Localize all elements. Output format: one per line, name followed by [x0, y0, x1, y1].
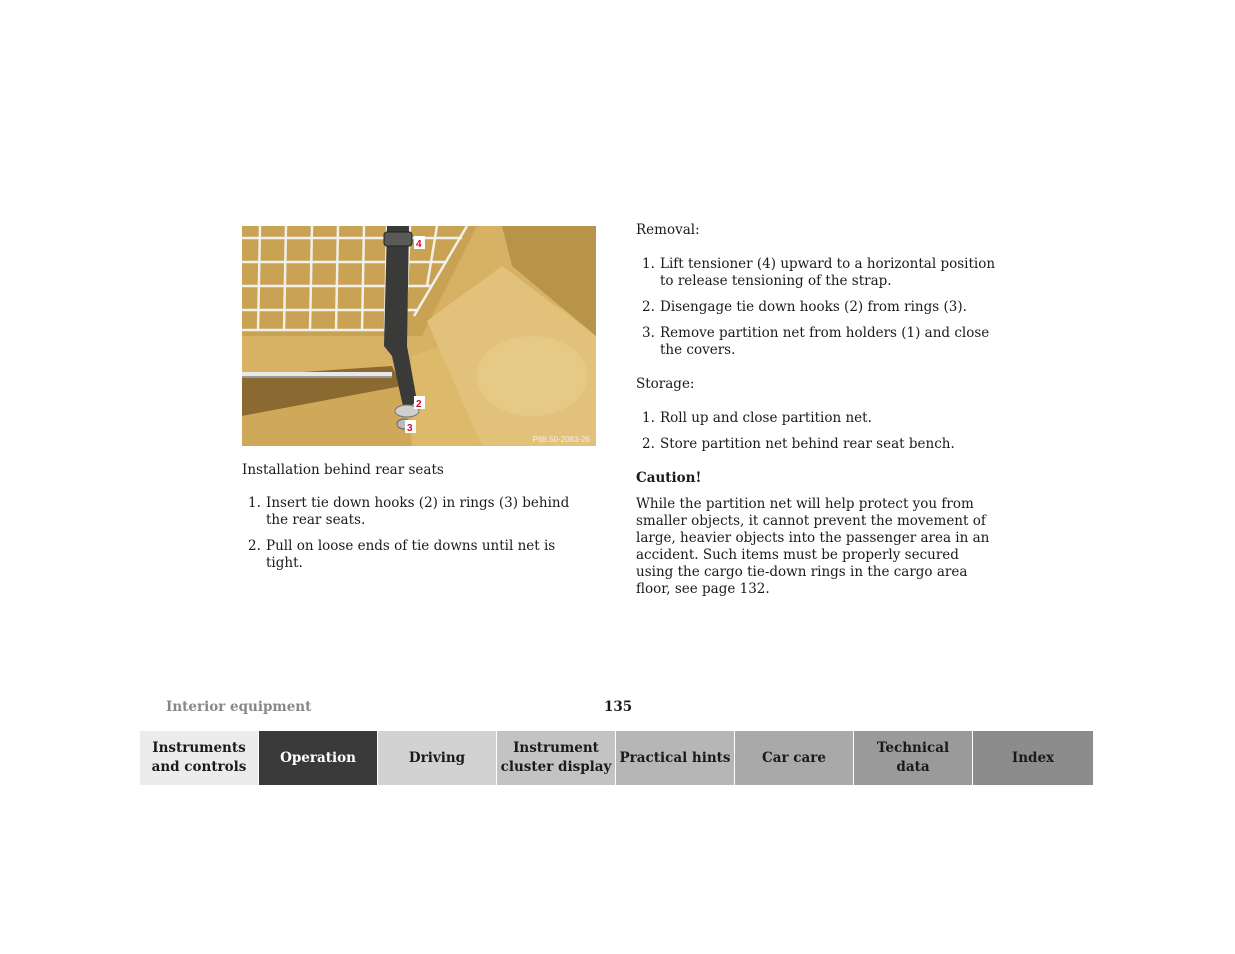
step-number: 2.	[642, 436, 655, 452]
list-item	[636, 325, 996, 359]
tab-label: Instruments and controls	[151, 740, 247, 775]
callout-4: 4	[416, 239, 422, 250]
tab-label: Index	[1011, 749, 1055, 766]
step-number: 1.	[248, 495, 261, 511]
tab-label: Operation	[280, 749, 356, 766]
section-title: Interior equipment	[166, 699, 312, 715]
illustration-svg	[242, 226, 596, 446]
installation-steps	[242, 495, 594, 581]
caution-text: While the partition net will help protect you from smaller objects, it cannot prevent the movement of large, heavier objects into the passenger area in an accident. Such items must be properly secured using the cargo tie-down rings in the cargo area floor, see page 132.	[636, 496, 990, 597]
step-number: 2.	[642, 299, 655, 315]
list-item	[636, 299, 996, 316]
step-text: Lift tensioner (4) upward to a horizontal position to release tensioning of the strap.	[660, 256, 996, 289]
chapter-tabs	[140, 731, 1095, 785]
step-number: 2.	[248, 538, 261, 554]
right-column	[636, 222, 996, 598]
step-text: Insert tie down hooks (2) in rings (3) behind the rear seats.	[266, 495, 570, 528]
caution-heading: Caution!	[636, 470, 702, 486]
tab-operation[interactable]	[259, 731, 378, 785]
storage-steps	[636, 410, 996, 453]
tab-technical-data[interactable]	[854, 731, 973, 785]
callout-2: 2	[416, 399, 422, 410]
step-text: Remove partition net from holders (1) and close the covers.	[660, 325, 990, 358]
list-item	[636, 436, 996, 453]
step-number: 3.	[642, 325, 655, 341]
step-text: Pull on loose ends of tie downs until net is tight.	[266, 538, 556, 571]
tab-practical-hints[interactable]	[616, 731, 735, 785]
tab-label: Practical hints	[619, 749, 731, 766]
tab-label: Car care	[762, 749, 826, 766]
step-text: Roll up and close partition net.	[660, 410, 872, 426]
page-number: 135	[604, 699, 633, 715]
list-item	[636, 256, 996, 290]
tab-instrument-cluster-display[interactable]	[497, 731, 616, 785]
step-number: 1.	[642, 256, 655, 272]
partition-net-illustration	[242, 226, 596, 446]
removal-label: Removal:	[636, 222, 700, 238]
removal-steps	[636, 256, 996, 359]
tab-label: Driving	[408, 749, 466, 766]
list-item	[242, 495, 594, 529]
step-number: 1.	[642, 410, 655, 426]
figure-caption: Installation behind rear seats	[242, 462, 444, 478]
storage-label: Storage:	[636, 376, 695, 392]
step-text: Store partition net behind rear seat bench.	[660, 436, 955, 452]
tab-index[interactable]	[973, 731, 1093, 785]
list-item	[242, 538, 594, 572]
tab-instruments-and-controls[interactable]	[140, 731, 259, 785]
step-text: Disengage tie down hooks (2) from rings (3).	[660, 299, 967, 315]
tab-car-care[interactable]	[735, 731, 854, 785]
figure-code: P68.50-2083-26	[532, 435, 590, 444]
callout-3: 3	[407, 423, 413, 434]
tab-label: Instrument cluster display	[500, 740, 612, 775]
list-item	[636, 410, 996, 427]
tab-label: Technical data	[876, 740, 950, 775]
tab-driving[interactable]	[378, 731, 497, 785]
